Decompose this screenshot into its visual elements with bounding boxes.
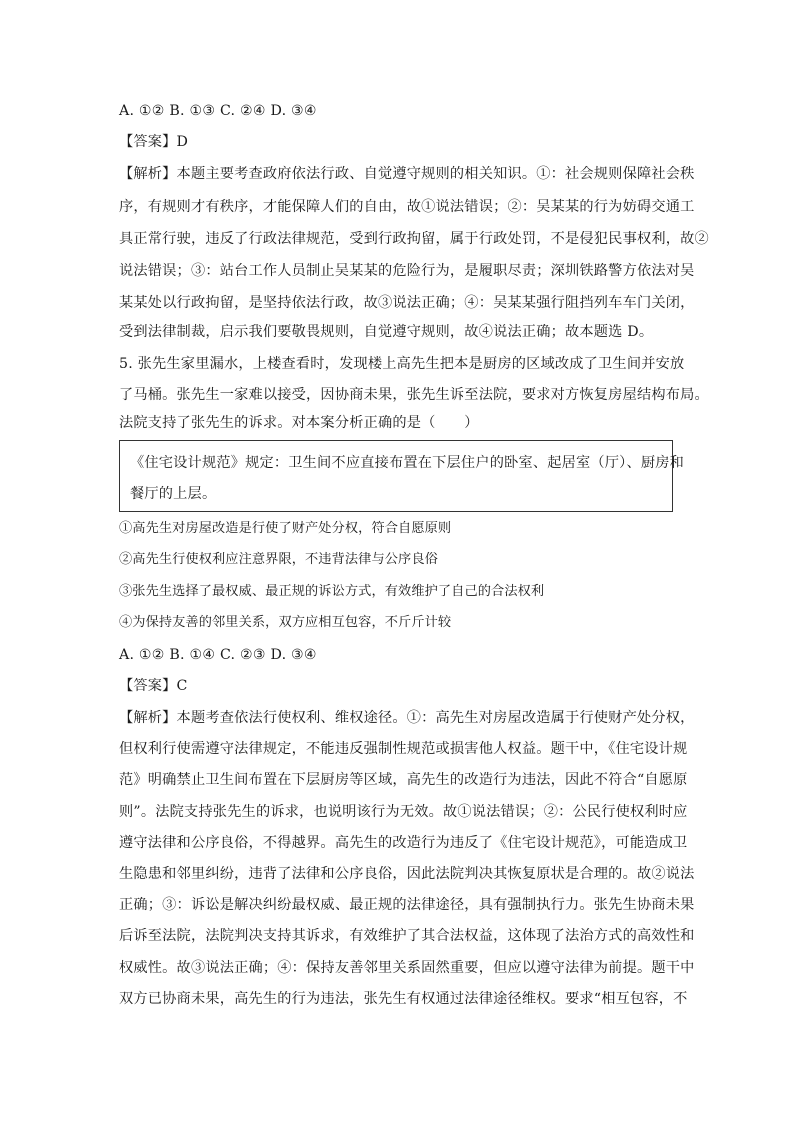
q5-statement: ③张先生选择了最权威、最正规的诉讼方式，有效维护了自己的合法权利: [119, 584, 545, 599]
q4-options: A. ①② B. ①③ C. ②④ D. ③④: [119, 103, 317, 119]
q5-stem-line: 了马桶。张先生一家难以接受，因协商未果，张先生诉至法院，要求对方恢复房屋结构布局。: [119, 387, 709, 403]
q5-analysis-line: 权威性。故③说法正确；④：保持友善邻里关系固然重要，但应以遵守法律为前提。题干中: [119, 960, 695, 976]
q4-analysis-line: 受到法律制裁，启示我们要敬畏规则，自觉遵守规则，故④说法正确；故本题选 D。: [119, 324, 654, 340]
q5-analysis-line: 后诉至法院，法院判决支持其诉求，有效维护了其合法权益，这体现了法治方式的高效性和: [119, 928, 695, 944]
q5-analysis-line: 生隐患和邻里纠纷，违背了法律和公序良俗，因此法院判决其恢复原状是合理的。故②说法: [119, 866, 695, 882]
q4-analysis-line: 具正常行驶，违反了行政法律规范，受到行政拘留，属于行政处罚，不是侵犯民事权利，故②: [119, 231, 709, 247]
q5-analysis-line: 【解析】本题考查依法行使权利、维权途径。①：高先生对房屋改造属于行使财产处分权，: [119, 710, 695, 726]
q5-statement: ①高先生对房屋改造是行使了财产处分权，符合自愿原则: [119, 521, 452, 536]
q5-analysis-line: 双方已协商未果，高先生的行为违法，张先生有权通过法律途径维权。要求“相互包容，不: [119, 991, 688, 1007]
q4-analysis-line: 说法错误；③：站台工作人员制止吴某某的危险行为，是履职尽责；深圳铁路警方依法对吴: [119, 263, 695, 279]
q5-analysis-line: 但权利行使需遵守法律规定，不能违反强制性规范或损害他人权益。题干中，《住宅设计规: [119, 741, 688, 757]
q5-stem-line: 5. 张先生家里漏水，上楼查看时，发现楼上高先生把本是厨房的区域改成了卫生间并安放: [119, 356, 685, 372]
q5-analysis-line: 范》明确禁止卫生间布置在下层厨房等区域，高先生的改造行为违法，因此不符合“自愿原: [119, 772, 688, 788]
q4-analysis-line: 某某处以行政拘留，是坚持依法行政，故③说法正确；④：吴某某强行阻挡列车车门关闭，: [119, 295, 695, 311]
material-line: 《住宅设计规范》规定：卫生间不应直接布置在下层住户的卧室、起居室（厅）、厨房和: [130, 455, 685, 471]
material-line: 餐厅的上层。: [130, 486, 217, 502]
q5-answer: 【答案】C: [119, 678, 188, 694]
q5-analysis-line: 遵守法律和公序良俗，不得越界。高先生的改造行为违反了《住宅设计规范》，可能造成卫: [119, 835, 688, 851]
q5-analysis-line: 正确；③：诉讼是解决纠纷最权威、最正规的法律途径，具有强制执行力。张先生协商未果: [119, 897, 695, 913]
q5-statement: ④为保持友善的邻里关系，双方应相互包容，不斤斤计较: [119, 615, 452, 630]
q5-statement: ②高先生行使权利应注意界限，不违背法律与公序良俗: [119, 552, 438, 567]
q4-analysis-line: 序，有规则才有秩序，才能保障人们的自由，故①说法错误；②：吴某某的行为妨碍交通工: [119, 199, 695, 215]
q5-options: A. ①② B. ①④ C. ②③ D. ③④: [119, 647, 317, 663]
q5-analysis-line: 则”。法院支持张先生的诉求，也说明该行为无效。故①说法错误；②：公民行使权利时应: [119, 804, 688, 820]
material-box: [119, 440, 685, 512]
q4-analysis-line: 【解析】本题主要考查政府依法行政、自觉遵守规则的相关知识。①：社会规则保障社会秩: [119, 166, 695, 182]
q4-answer: 【答案】D: [119, 134, 189, 150]
q5-stem-line: 法院支持了张先生的诉求。对本案分析正确的是（ ）: [119, 415, 479, 431]
